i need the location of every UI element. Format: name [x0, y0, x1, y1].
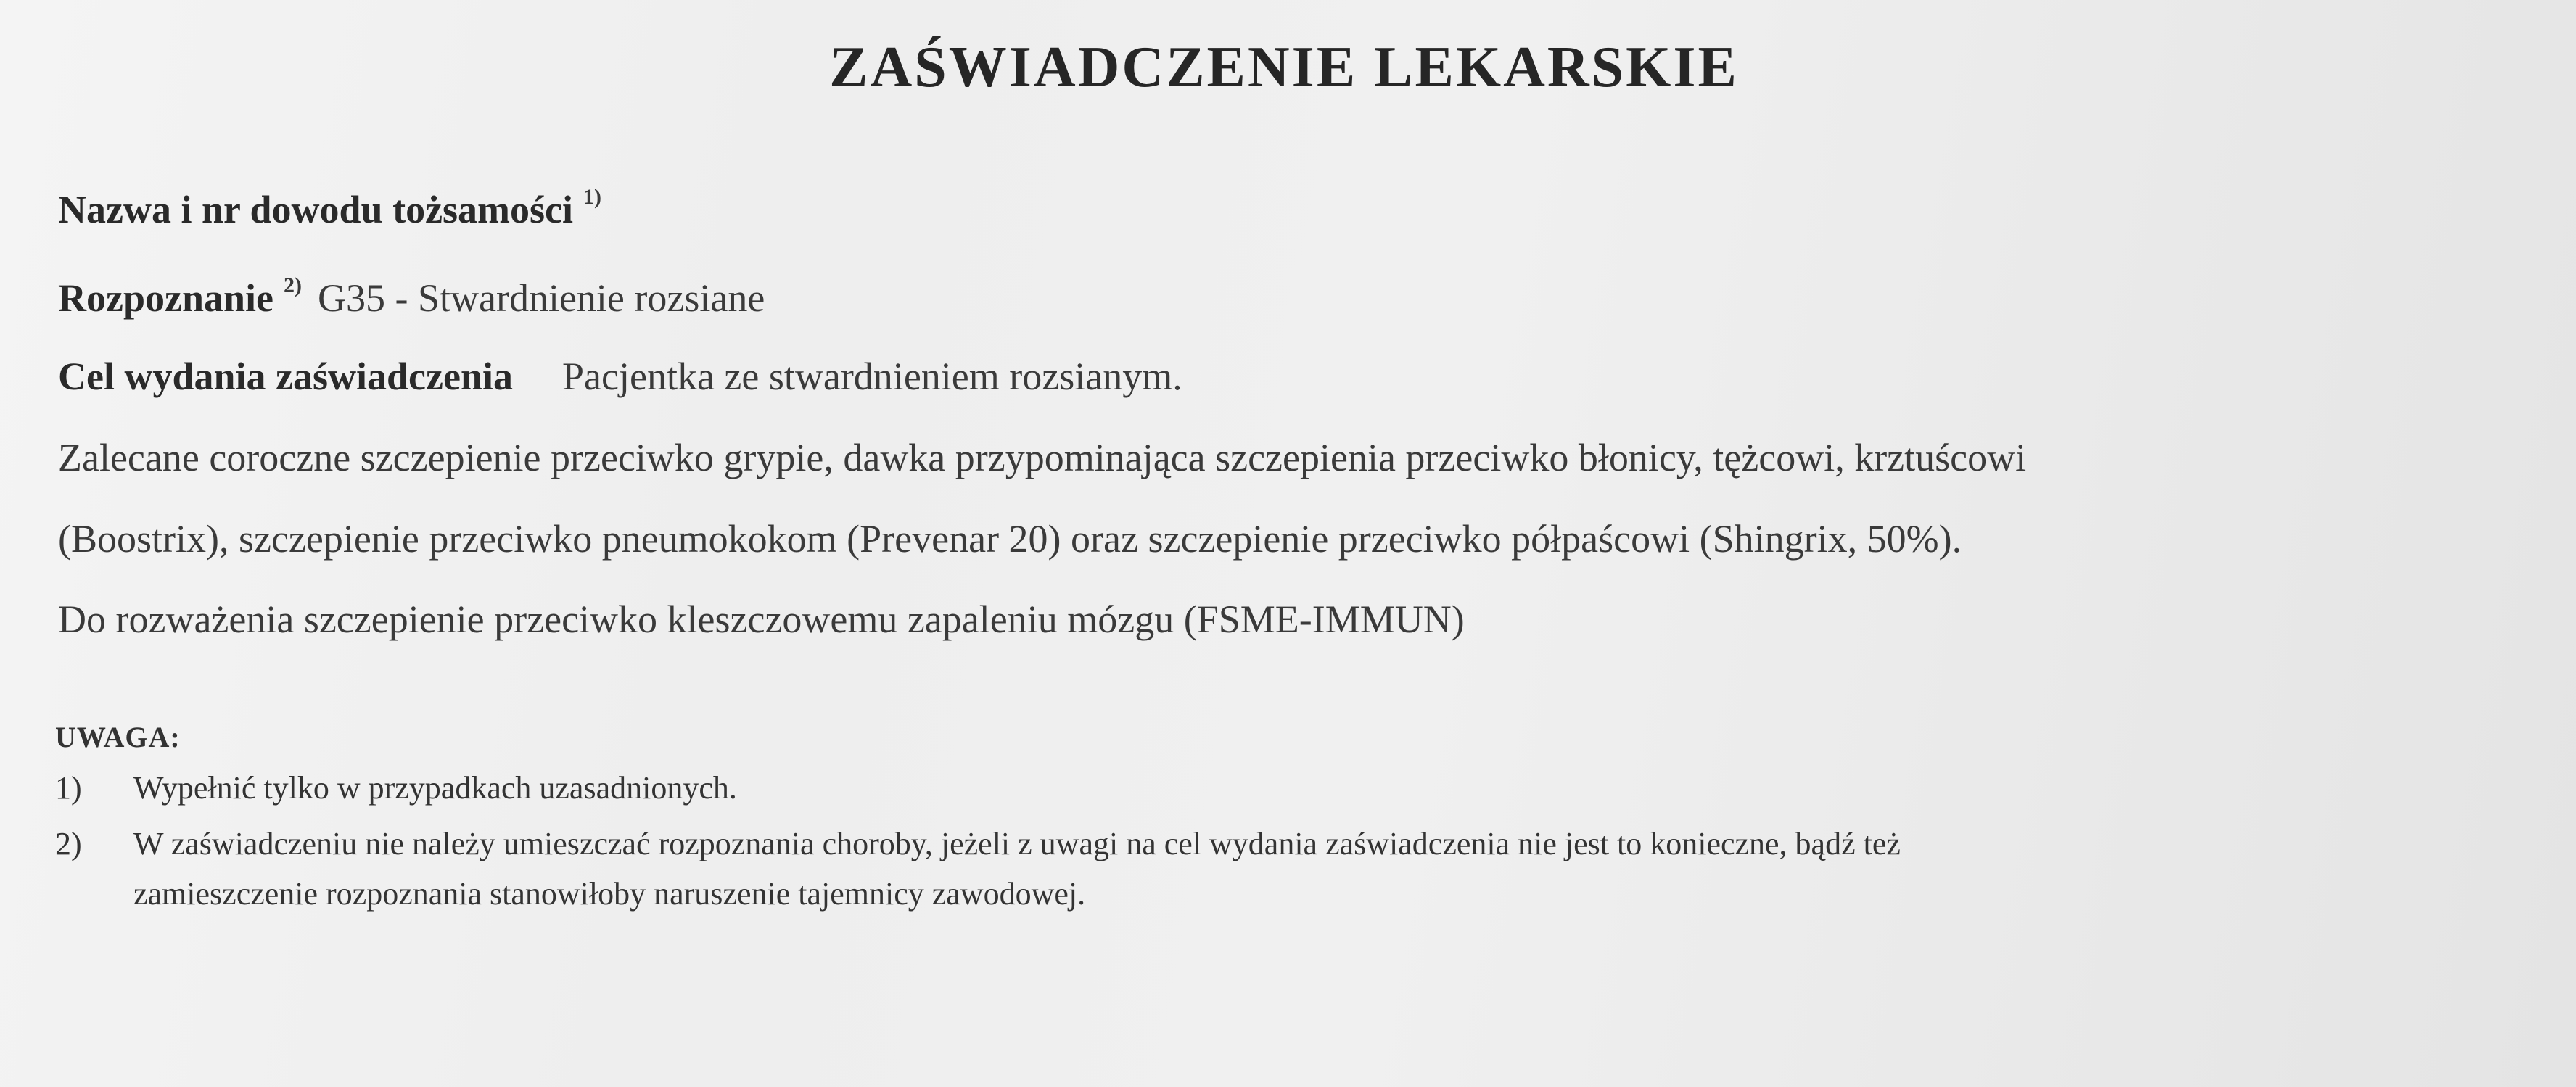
note-item-1 [55, 769, 737, 806]
recommendation-line-3: Do rozważenia szczepienie przeciwko kleszczowemu zapaleniu mózgu (FSME-IMMUN) [58, 598, 1465, 641]
diagnosis-label: Rozpoznanie [58, 276, 273, 320]
document-title: ZAŚWIADCZENIE LEKARSKIE [829, 36, 1739, 99]
note-number: 2) [55, 826, 82, 861]
note-item-2 [55, 825, 1901, 862]
recommendation-line-1: Zalecane coroczne szczepienie przeciwko grypie, dawka przypominająca szczepienia przeciwko błonicy, tężcowi, krztuścowi [58, 436, 2027, 479]
notes-heading: UWAGA: [55, 721, 181, 753]
note-number: 1) [55, 770, 82, 806]
note-text: Wypełnić tylko w przypadkach uzasadnionych. [133, 770, 737, 806]
diagnosis-value: G35 - Stwardnienie rozsiane [318, 276, 765, 320]
purpose-label: Cel wydania zaświadczenia [58, 355, 513, 398]
identity-label: Nazwa i nr dowodu tożsamości [58, 188, 574, 231]
identity-footnote-marker: 1) [583, 185, 602, 209]
note-text: W zaświadczeniu nie należy umieszczać rozpoznania choroby, jeżeli z uwagi na cel wydania zaświadczenia nie jest to konieczne, bądź też [133, 826, 1901, 861]
identity-field [58, 185, 617, 232]
recommendation-line-2: (Boostrix), szczepienie przeciwko pneumokokom (Prevenar 20) oraz szczepienie przeciwko półpaścowi (Shingrix, 50%). [58, 517, 1962, 561]
diagnosis-field [58, 273, 765, 321]
note-text-continuation: zamieszczenie rozpoznania stanowiłoby naruszenie tajemnicy zawodowej. [133, 876, 1086, 912]
purpose-field [58, 354, 1182, 399]
purpose-value: Pacjentka ze stwardnieniem rozsianym. [562, 355, 1182, 398]
diagnosis-footnote-marker: 2) [284, 273, 302, 297]
